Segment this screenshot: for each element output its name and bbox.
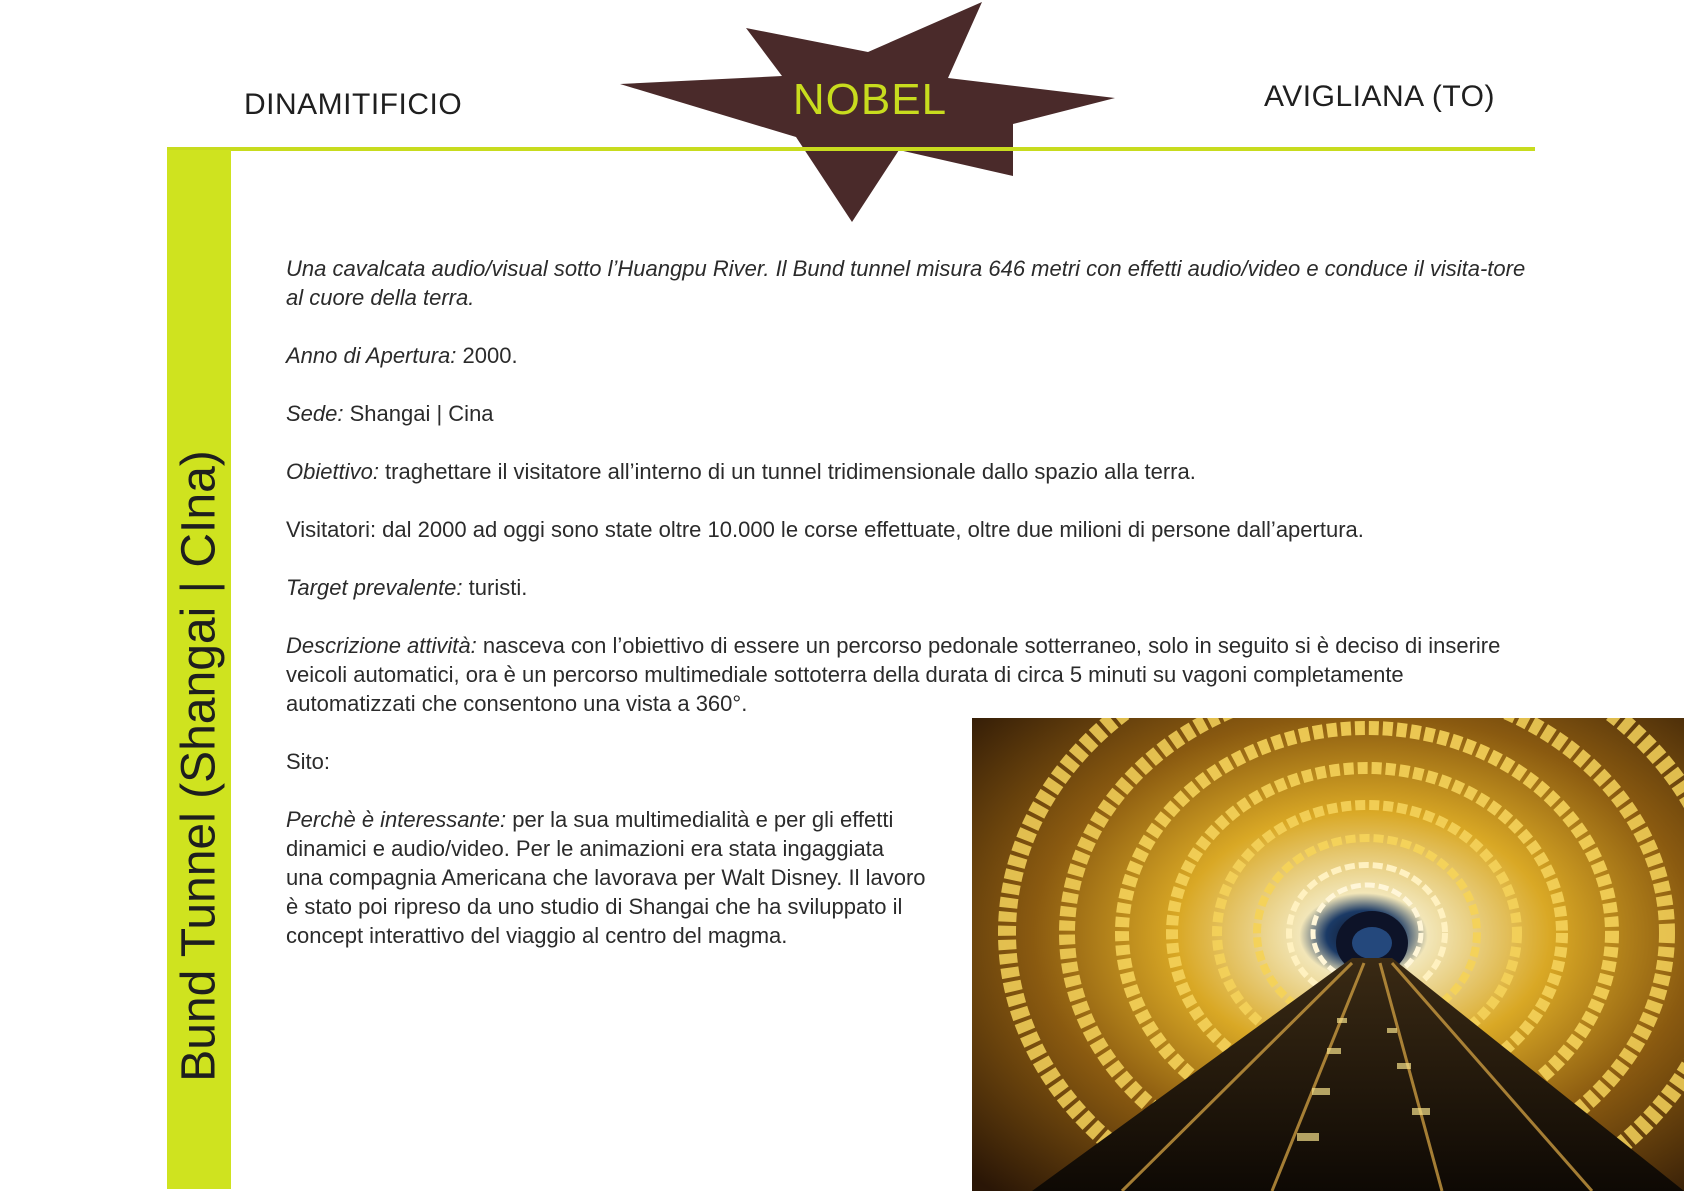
anno-label: Anno di Apertura: (286, 343, 457, 368)
header-right-location: AVIGLIANA (TO) (1264, 80, 1495, 113)
intro-text: Una cavalcata audio/visual sotto l’Huangpu River. Il Bund tunnel misura 646 metri con effetti audio/video e conduce il visita-tore al cuore della terra. (286, 256, 1526, 310)
target-label: Target prevalente: (286, 575, 463, 600)
sede-value: Shangai | Cina (343, 401, 494, 426)
side-title: Bund Tunnel (Shangai | CIna) (172, 450, 226, 1082)
target-row (286, 573, 1526, 602)
descrizione-label: Descrizione attività: (286, 633, 477, 658)
interessante-label: Perchè è interessante: (286, 807, 507, 832)
descrizione-row (286, 631, 1526, 718)
anno-row (286, 341, 1526, 370)
obiettivo-value: traghettare il visitatore all’interno di un tunnel tridimensionale dallo spazio alla terra. (378, 459, 1196, 484)
interessante-row (286, 805, 926, 950)
sede-label: Sede: (286, 401, 344, 426)
sito-row: Sito: (286, 749, 331, 774)
target-value: turisti. (462, 575, 528, 600)
tunnel-photo (972, 718, 1684, 1191)
descrizione-value: nasceva con l’obiettivo di essere un percorso pedonale sotterraneo, solo in seguito si è deciso di inserire veicoli automatici, ora è un percorso multimediale sottoterra della durata di circa 5 minuti su vagoni completamente automatizzati che consentono una vista a 360°. (286, 633, 1501, 716)
tunnel-photo-icon (972, 718, 1684, 1191)
intro-paragraph (286, 254, 1526, 312)
obiettivo-row (286, 457, 1526, 486)
obiettivo-label: Obiettivo: (286, 459, 379, 484)
anno-value: 2000. (456, 343, 518, 368)
interessante-value: per la sua multimedialità e per gli effetti dinamici e audio/video. Per le animazioni era stata ingaggiata una compagnia Americana che lavorava per Walt Disney. Il lavoro è stato poi ripreso da uno studio di Shangai che ha sviluppato il concept interattivo del viaggio al centro del magma. (286, 807, 926, 948)
star-title: NOBEL (792, 75, 948, 124)
header-left-title: DINAMITIFICIO (244, 88, 463, 121)
sede-row (286, 399, 1526, 428)
visitatori-row: Visitatori: dal 2000 ad oggi sono state oltre 10.000 le corse effettuate, oltre due milioni di persone dall’apertura. (286, 517, 1364, 542)
header-divider (167, 147, 1535, 151)
